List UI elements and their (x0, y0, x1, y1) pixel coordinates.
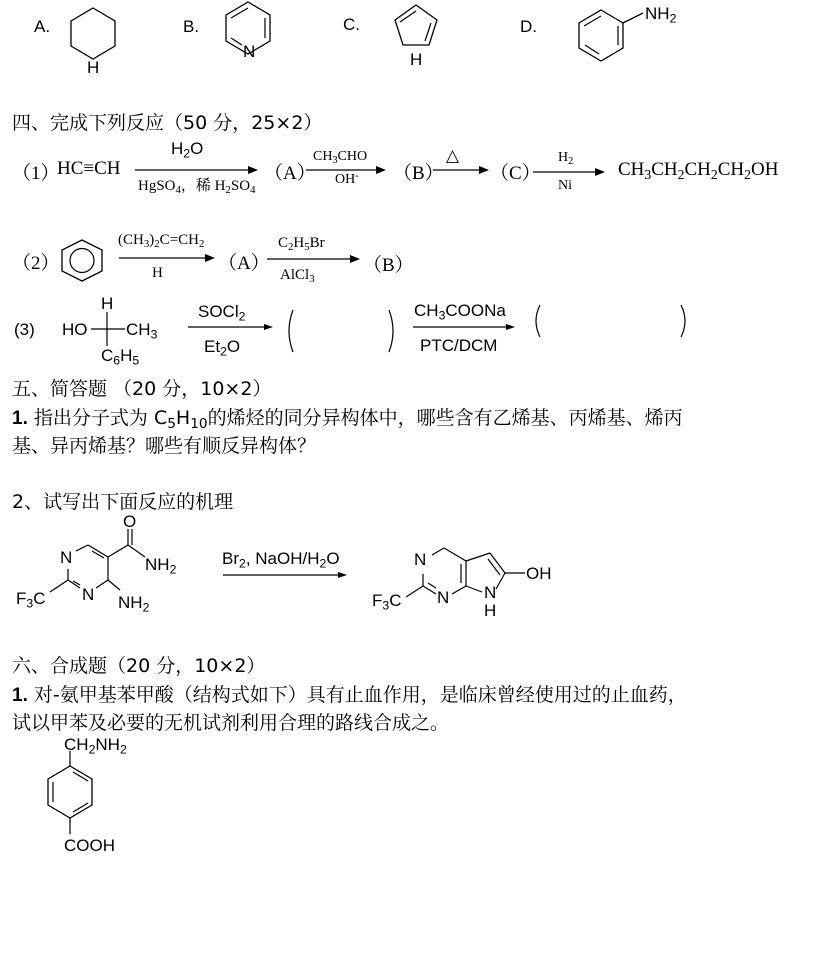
reaction-3-ether: $Et_2O$ (204, 337, 241, 359)
option-b-n-label: N (243, 42, 256, 61)
reaction-3-phenyl: $C_6H_5$ (101, 346, 140, 368)
question-6-1-line-2: 试以甲苯及必要的无机试剂利用合理的路线合成之。 (12, 712, 450, 734)
reaction-1-heat-icon: △ (446, 146, 460, 165)
product-cf3: $F_3C$ (372, 591, 402, 613)
reaction-2-number: （2） (12, 253, 60, 274)
reaction-3-number: (3) (14, 320, 35, 339)
reaction-2-ethyl-bromide: $C_2H_5Br$ (278, 235, 325, 254)
amide-oxygen: O (123, 512, 137, 531)
pyrimidine-n1: N (60, 548, 73, 567)
product-n2: N (437, 588, 450, 607)
reaction-3-ptc-dcm: PTC/DCM (420, 336, 498, 355)
ch2nh2-group: $CH_2NH_2$ (64, 735, 127, 757)
cooh-group: COOH (64, 836, 115, 855)
amino-nh2: $NH_2$ (118, 593, 150, 615)
reaction-2-isobutylene: $(CH_3)_2C=CH_2$ (118, 232, 205, 251)
reaction-2-b-placeholder: （B） (363, 255, 414, 276)
product-oh: OH (526, 564, 552, 583)
reaction-1-c-placeholder: （C） (490, 163, 541, 184)
question-6-1-line-1: 1. 对-氨甲基苯甲酸（结构式如下）具有止血作用，是临床曾经使用过的止血药， (12, 684, 687, 706)
reaction-1-product: $CH_3CH_2CH_2CH_2OH$ (618, 159, 779, 183)
question-5-1-line-2: 基、异丙烯基？哪些有顺反异构体？ (12, 435, 317, 457)
reaction-3-sodium-acetate: $CH_3COONa$ (414, 301, 506, 323)
option-d-letter: D. (520, 17, 537, 36)
reaction-3-methyl: $CH_3$ (126, 320, 158, 342)
reaction-1-acetaldehyde: $CH_3CHO$ (313, 149, 368, 167)
section-6-title: 六、合成题（20 分，10×2） (12, 655, 266, 677)
reaction-1-water-reagent: $H_2O$ (171, 139, 204, 161)
reaction-1-catalyst: HgSO$_4$，稀 $H_2SO_4$ (138, 178, 256, 197)
section-5-title: 五、简答题 （20 分，10×2） (12, 378, 272, 400)
reaction-1-number: （1） (12, 163, 60, 184)
reaction-1-reactant: HC≡CH (57, 158, 121, 179)
option-b-letter: B. (183, 17, 200, 36)
option-c-letter: C. (343, 15, 360, 34)
reaction-2-a-placeholder: （A） (218, 253, 270, 274)
option-d-nh2-label: $NH_2$ (645, 4, 677, 26)
option-a-nh-label: H (87, 58, 100, 77)
reaction-1-nickel: Ni (558, 178, 572, 193)
reaction-1-b-placeholder: （B） (393, 163, 444, 184)
reaction-1-base: OH- (335, 170, 359, 187)
product-h: H (484, 601, 497, 620)
product-nh: N (484, 583, 497, 602)
section-4-title: 四、完成下列反应（50 分，25×2） (12, 112, 323, 134)
mechanism-reagents: $Br_2$, NaOH/$H_2O$ (222, 549, 340, 571)
product-n1: N (414, 550, 427, 569)
reaction-3-thionyl-chloride: SOCl$_2$ (198, 302, 246, 324)
option-c-nh-label: H (410, 50, 423, 69)
reaction-2-alcl3: AlCl$_3$ (280, 267, 315, 286)
reaction-1-a-placeholder: （A） (264, 163, 316, 184)
reaction-2-acid: H (152, 265, 163, 281)
option-a-letter: A. (34, 17, 51, 36)
pyrimidine-n2: N (82, 585, 95, 604)
starting-cf3: $F_3C$ (16, 589, 46, 611)
reaction-3-hydrogen: H (101, 294, 114, 313)
reaction-3-hydroxyl: HO (62, 320, 88, 339)
question-5-1-line-1: 1. 指出分子式为 $C_5H_{10}$的烯烃的同分异构体中，哪些含有乙烯基、丙烯基、烯丙 (12, 407, 683, 433)
reaction-1-hydrogen: $H_2$ (558, 150, 574, 168)
amide-nh2: $NH_2$ (145, 555, 177, 577)
question-5-2: 2、试写出下面反应的机理 (12, 491, 234, 513)
